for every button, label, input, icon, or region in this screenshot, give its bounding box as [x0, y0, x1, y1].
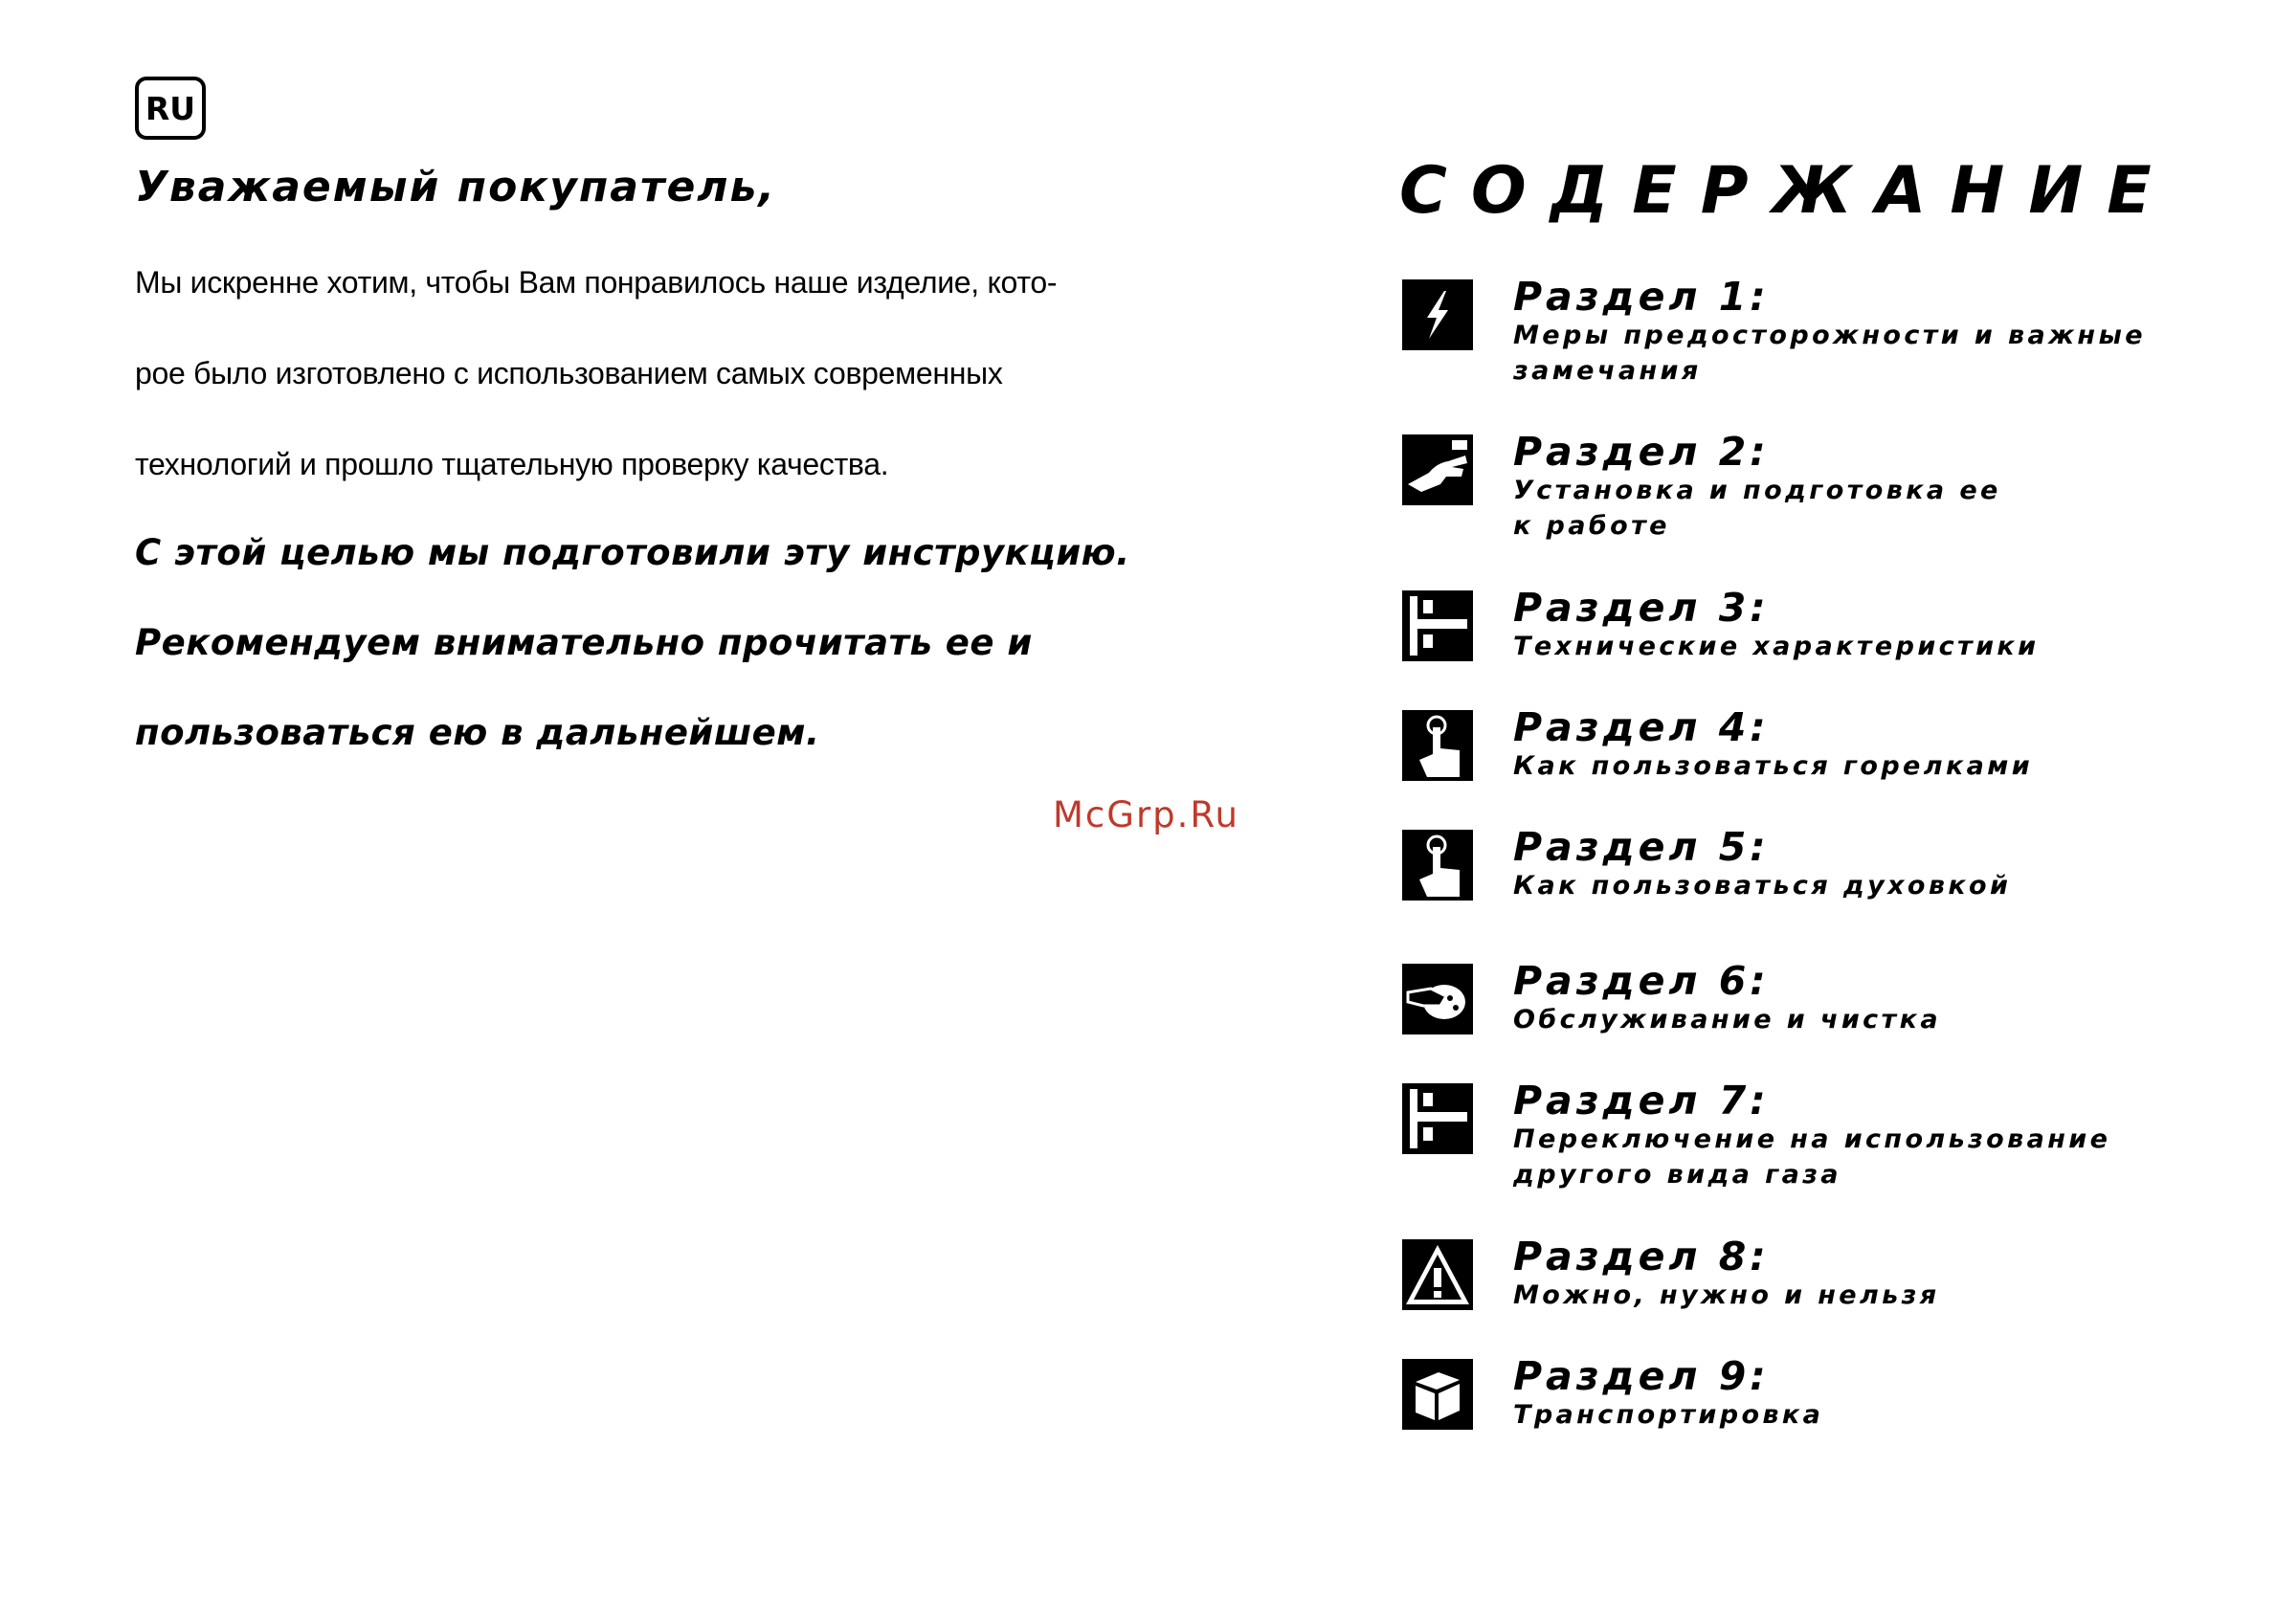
- toc-heading: Раздел 4:: [1513, 704, 1770, 750]
- toc-description: Технические характеристики: [1513, 632, 2040, 661]
- toc-heading: Раздел 1:: [1513, 274, 1770, 320]
- toc-heading: Раздел 9:: [1513, 1353, 1770, 1399]
- toc-heading: Раздел 7:: [1513, 1078, 1770, 1123]
- toc-heading: Раздел 5:: [1513, 824, 1770, 870]
- toc-heading: Раздел 8:: [1513, 1234, 1770, 1279]
- toc-description: Переключение на использование другого вида газа: [1513, 1124, 2111, 1190]
- toc-heading: Раздел 6:: [1513, 958, 1770, 1004]
- toc-description: Как пользоваться духовкой: [1513, 871, 2012, 901]
- toc-description: Меры предосторожности и важные замечания: [1513, 321, 2146, 386]
- lightning-icon: [1402, 279, 1473, 350]
- toc-description: Можно, нужно и нельзя: [1513, 1280, 1940, 1310]
- toc-description: Как пользоваться горелками: [1513, 751, 2034, 781]
- cleaning-icon: [1402, 964, 1473, 1034]
- box-icon: [1402, 1359, 1473, 1430]
- bold-line-3: пользоваться ею в дальнейшем.: [135, 712, 820, 753]
- intro-line-2: рое было изготовлено с использованием самых современных: [135, 356, 1003, 390]
- intro-line-3: технологий и прошло тщательную проверку качества.: [135, 447, 889, 481]
- greeting-heading: Уважаемый покупатель,: [135, 163, 777, 211]
- bold-line-2: Рекомендуем внимательно прочитать ее и: [135, 622, 1033, 663]
- toc-description: Установка и подготовка ее к работе: [1513, 476, 2001, 541]
- finger-press-icon: [1402, 830, 1473, 901]
- language-badge: RU: [135, 77, 206, 140]
- toc-title: СОДЕРЖАНИЕ: [1399, 153, 2176, 229]
- warning-icon: [1402, 1239, 1473, 1310]
- finger-press-icon: [1402, 710, 1473, 781]
- bold-line-1: С этой целью мы подготовили эту инструкцию.: [135, 532, 1130, 573]
- specs-icon: [1402, 1083, 1473, 1154]
- intro-line-1: Мы искренне хотим, чтобы Вам понравилось наше изделие, кото-: [135, 265, 1058, 300]
- specs-icon: [1402, 590, 1473, 661]
- toc-heading: Раздел 3:: [1513, 585, 1770, 631]
- toc-heading: Раздел 2:: [1513, 429, 1770, 475]
- hand-install-icon: [1402, 434, 1473, 505]
- watermark: McGrp.Ru: [1053, 794, 1239, 835]
- toc-description: Обслуживание и чистка: [1513, 1005, 1941, 1034]
- toc-description: Транспортировка: [1513, 1400, 1824, 1430]
